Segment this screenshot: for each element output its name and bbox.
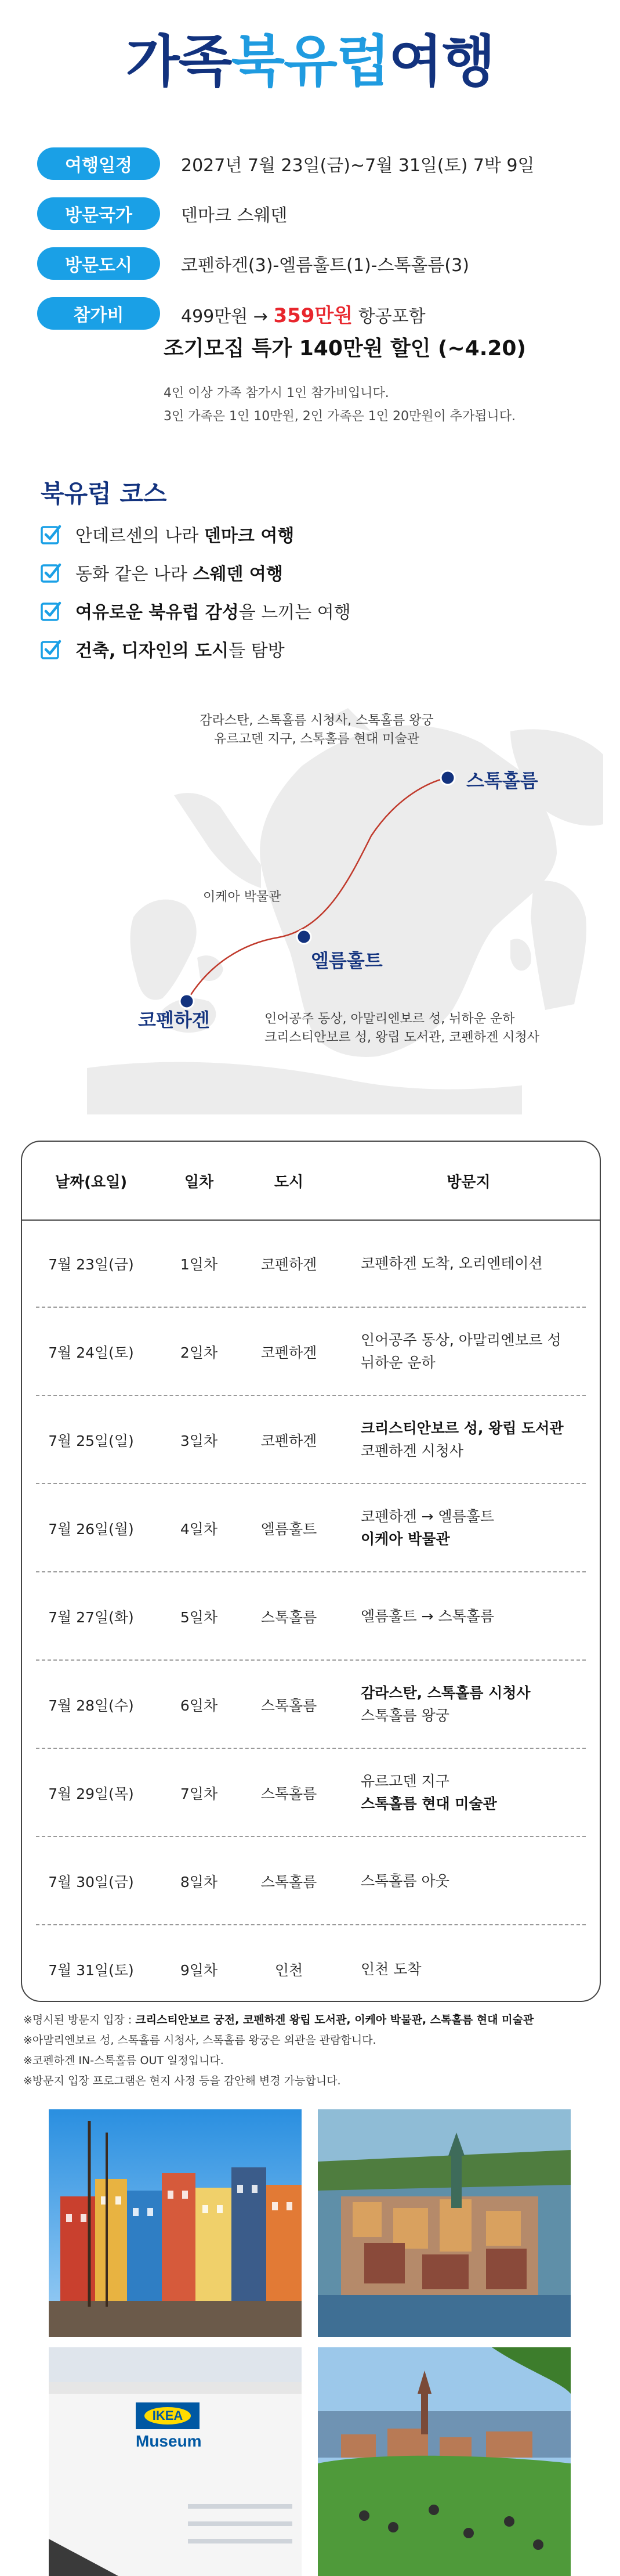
cell-date: 7월 27일(화) [48, 1609, 134, 1626]
price-line [181, 300, 426, 328]
cell-places [361, 1308, 593, 1396]
header-places: 방문지 [447, 1173, 491, 1191]
cell-places [361, 1396, 593, 1484]
cell-day: 8일차 [180, 1874, 218, 1890]
cell-city: 스톡홀름 [260, 1785, 317, 1802]
place-line-1: 스톡홀름 아웃 [361, 1872, 449, 1889]
city-stockholm: 스톡홀름 [466, 770, 538, 792]
table-row [36, 1396, 586, 1484]
copenhagen-desc-line1: 인어공주 동상, 아말리엔보르 성, 뉘하운 운하 [264, 1012, 515, 1026]
place-line-1: 코펜하겐 → 엘름훌트 [361, 1508, 495, 1525]
copenhagen-description [264, 1010, 539, 1047]
place-line-1: 크리스티안보르 성, 왕립 도서관 [361, 1420, 564, 1437]
cell-date: 7월 23일(금) [48, 1256, 134, 1273]
course-item-post: 들 탐방 [229, 641, 285, 661]
course-item-text [75, 521, 294, 547]
cell-date: 7월 25일(일) [48, 1433, 134, 1449]
place-line-2: 스톡홀름 왕궁 [361, 1707, 449, 1724]
course-item-post: 을 느끼는 여행 [238, 602, 351, 623]
table-row [36, 1837, 586, 1925]
place-line-1: 코펜하겐 도착, 오리엔테이션 [361, 1254, 543, 1272]
checkbox-icon [41, 562, 61, 583]
place-line-1: 인천 도착 [361, 1960, 422, 1978]
course-item-sweden [41, 561, 283, 584]
course-item-pre: 동화 같은 나라 [75, 564, 193, 585]
cell-places [361, 1220, 593, 1308]
place-line-1: 엘름훌트 → 스톡홀름 [361, 1607, 495, 1625]
copenhagen-desc-line2: 크리스티안보르 성, 왕립 도서관, 코펜하겐 시청사 [264, 1030, 539, 1045]
ikea-logo-text: IKEA [144, 2407, 191, 2425]
schedule-label: 여행일정 [37, 147, 160, 180]
stockholm-desc-line1: 감라스탄, 스톡홀름 시청사, 스톡홀름 왕궁 [200, 713, 434, 728]
footnote-1 [23, 2011, 534, 2027]
price-note-1: 4인 이상 가족 참가시 1인 참가비입니다. [164, 386, 389, 401]
place-line-2: 스톡홀름 현대 미술관 [361, 1795, 497, 1812]
course-title: 북유럽 코스 [41, 479, 167, 508]
ikea-museum-text: Museum [136, 2432, 202, 2450]
cell-date: 7월 24일(토) [48, 1344, 134, 1361]
cell-city: 엘름훌트 [260, 1521, 317, 1538]
cell-city: 스톡홀름 [260, 1697, 317, 1714]
countries-value: 덴마크 스웨덴 [181, 205, 288, 226]
cell-day: 4일차 [180, 1521, 218, 1538]
course-item-text [75, 636, 285, 662]
footnote-1-prefix: ※명시된 방문지 입장 : [23, 2014, 136, 2026]
table-row [36, 1220, 586, 1308]
place-line-2: 코펜하겐 시청사 [361, 1442, 463, 1459]
cell-places [361, 1661, 593, 1749]
early-bird-discount: 조기모집 특가 140만원 할인 (~4.20) [164, 337, 526, 360]
footnote-4: ※방문지 입장 프로그램은 현지 사정 등을 감안해 변경 가능합니다. [23, 2074, 341, 2087]
price-row [37, 297, 426, 330]
table-row [36, 1308, 586, 1396]
cell-date: 7월 29일(목) [48, 1785, 134, 1802]
city-copenhagen: 코펜하겐 [138, 1009, 210, 1031]
course-item-architecture [41, 637, 285, 661]
photo-stockholm-park [318, 2347, 571, 2576]
course-item-text [75, 598, 351, 623]
cell-day: 1일차 [180, 1256, 218, 1273]
table-row [36, 1749, 586, 1837]
footnote-1-bold: 크리스티안보르 궁전, 코펜하겐 왕립 도서관, 이케아 박물관, 스톡홀름 현대 미술관 [135, 2014, 534, 2026]
cell-day: 6일차 [180, 1697, 218, 1714]
table-row [36, 1925, 586, 2002]
cell-city: 스톡홀름 [260, 1874, 317, 1890]
table-row [36, 1484, 586, 1572]
cell-city: 코펜하겐 [260, 1344, 317, 1361]
countries-label: 방문국가 [37, 197, 160, 230]
title-part-northern-europe: 북유럽 [231, 29, 389, 94]
cell-day: 3일차 [180, 1433, 218, 1449]
cell-day: 7일차 [180, 1785, 218, 1802]
checkbox-icon [41, 600, 61, 621]
photo-ikea-museum [49, 2347, 302, 2576]
course-item-bold: 스웨덴 여행 [193, 564, 283, 585]
cell-places [361, 1925, 593, 2002]
checkbox-icon [41, 524, 61, 544]
cell-city: 코펜하겐 [260, 1433, 317, 1449]
table-header [22, 1142, 600, 1221]
checkbox-icon [41, 638, 61, 659]
title-part-family: 가족 [125, 29, 231, 94]
course-item-text [75, 560, 283, 585]
header-city: 도시 [274, 1173, 304, 1191]
place-line-2: 뉘하운 운하 [361, 1354, 436, 1371]
course-item-pre: 안데르센의 나라 [75, 526, 204, 546]
schedule-value: 2027년 7월 23일(금)~7월 31일(토) 7박 9일 [181, 156, 535, 176]
cell-places [361, 1484, 593, 1572]
price-old: 499만원 [181, 306, 248, 327]
itinerary-table [21, 1141, 601, 2002]
elmhult-description: 이케아 박물관 [203, 890, 281, 904]
cell-date: 7월 28일(수) [48, 1697, 134, 1714]
price-new: 359만원 [273, 304, 353, 327]
cell-city: 스톡홀름 [260, 1609, 317, 1626]
footnote-3: ※코펜하겐 IN-스톡홀름 OUT 일정입니다. [23, 2054, 224, 2067]
table-row [36, 1661, 586, 1749]
cell-city: 인천 [274, 1962, 303, 1979]
cities-value: 코펜하겐(3)-엘름훌트(1)-스톡홀름(3) [181, 255, 469, 276]
course-item-bold: 건축, 디자인의 도시 [75, 641, 229, 661]
route-map [0, 708, 620, 1114]
countries-row [37, 197, 287, 230]
course-item-bold: 덴마크 여행 [204, 526, 295, 546]
cell-date: 7월 30일(금) [48, 1874, 134, 1890]
course-item-denmark [41, 522, 294, 546]
cell-places [361, 1749, 593, 1837]
header-day: 일차 [184, 1173, 214, 1191]
price-suffix: 항공포함 [358, 306, 426, 327]
photo-nyhavn-copenhagen [49, 2109, 302, 2337]
city-elmhult: 엘름훌트 [311, 950, 383, 972]
cell-day: 5일차 [180, 1609, 218, 1626]
course-item-mood [41, 599, 351, 622]
cell-day: 2일차 [180, 1344, 218, 1361]
course-item-bold: 여유로운 북유럽 감성 [75, 602, 239, 623]
place-line-2: 이케아 박물관 [361, 1531, 450, 1547]
cell-places [361, 1837, 593, 1925]
place-line-1: 감라스탄, 스톡홀름 시청사 [361, 1684, 531, 1702]
cell-places [361, 1572, 593, 1661]
page-title [0, 29, 620, 94]
table-row [36, 1572, 586, 1661]
cell-date: 7월 31일(토) [48, 1962, 134, 1979]
cities-row [37, 247, 469, 280]
price-note-2: 3인 가족은 1인 10만원, 2인 가족은 1인 20만원이 추가됩니다. [164, 409, 516, 424]
header-date: 날짜(요일) [55, 1173, 128, 1191]
cell-day: 9일차 [180, 1962, 218, 1979]
cell-date: 7월 26일(월) [48, 1521, 134, 1538]
cities-label: 방문도시 [37, 247, 160, 280]
schedule-row [37, 147, 535, 180]
place-line-1: 인어공주 동상, 아말리엔보르 성 [361, 1332, 561, 1349]
stockholm-desc-line2: 유르고덴 지구, 스톡홀름 현대 미술관 [214, 731, 419, 746]
stockholm-description [195, 712, 438, 749]
title-part-travel: 여행 [389, 29, 495, 94]
price-label: 참가비 [37, 297, 160, 330]
photo-gamla-stan-stockholm [318, 2109, 571, 2337]
ikea-logo [136, 2402, 200, 2429]
price-arrow: → [253, 306, 268, 327]
footnote-2: ※아말리엔보르 성, 스톡홀름 시청사, 스톡홀름 왕궁은 외관을 관람합니다. [23, 2034, 376, 2047]
cell-city: 코펜하겐 [260, 1256, 317, 1273]
place-line-1: 유르고덴 지구 [361, 1773, 449, 1790]
